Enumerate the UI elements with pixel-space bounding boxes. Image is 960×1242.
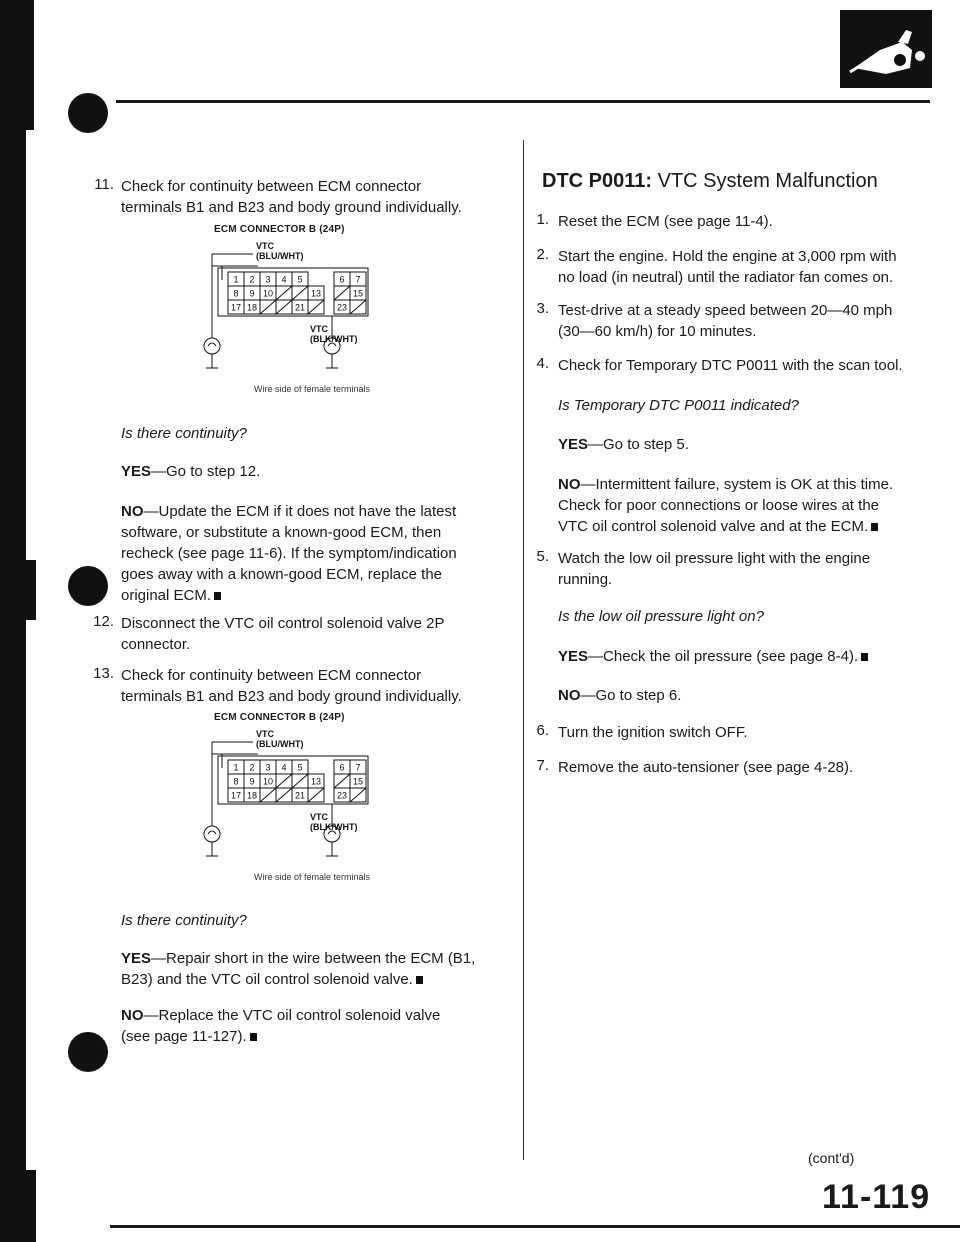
no-answer: NO—Intermittent failure, system is OK at this time. Check for poor connections or loose wires at the VTC oil control solenoid valve and at the ECM.: [558, 476, 894, 535]
pin-number: 3: [265, 762, 271, 773]
yes-label: YES: [121, 950, 152, 967]
dtc-code: DTC P0011:: [542, 170, 653, 192]
step-line: connector.: [121, 636, 191, 653]
answer-line: software, or substitute a known-good ECM, then: [121, 524, 442, 541]
binding-edge: [26, 0, 34, 130]
step-text: [558, 548, 870, 590]
step-line: terminals B1 and B23 and body ground individually.: [121, 199, 462, 216]
wire-label: (BLK/WHT): [310, 334, 358, 344]
pin-number: 3: [265, 274, 271, 285]
pin-number: 23: [336, 790, 348, 801]
step-number: 13.: [93, 665, 114, 682]
pin-number: 6: [339, 274, 345, 285]
step-line: (30—60 km/h) for 10 minutes.: [558, 323, 757, 340]
answer-text: Repair short in the wire between the ECM (B1,: [166, 950, 476, 967]
pin-number: 18: [246, 790, 258, 801]
page-number: 11-119: [822, 1178, 931, 1216]
step-line: running.: [558, 571, 613, 588]
oil-can-icon: [840, 10, 932, 88]
pin-number: 17: [230, 302, 242, 313]
pin-number: 8: [233, 288, 239, 299]
pin-number: 5: [297, 762, 303, 773]
pin-number: 6: [339, 762, 345, 773]
step-line: no load (in neutral) until the radiator fan comes on.: [558, 269, 894, 286]
punch-hole: [68, 566, 108, 606]
binding-edge: [26, 1170, 36, 1242]
diagram-title: ECM CONNECTOR B (24P): [214, 712, 345, 723]
answer-line: B23) and the VTC oil control solenoid valve.: [121, 971, 413, 988]
empty-pin-slash: [276, 788, 292, 802]
answer-line: VTC oil control solenoid valve and at the ECM.: [558, 518, 869, 535]
dtc-title-text: VTC System Malfunction: [652, 170, 878, 192]
yes-answer: YES—Go to step 12.: [121, 463, 261, 480]
wire-label: VTC: [310, 324, 328, 334]
end-marker: [871, 523, 878, 531]
question: Is Temporary DTC P0011 indicated?: [558, 397, 799, 414]
step-line: Check for continuity between ECM connector: [121, 667, 422, 684]
answer-text: Go to step 12.: [166, 463, 261, 480]
pin-number: 2: [249, 274, 255, 285]
diagram-caption: Wire side of female terminals: [254, 384, 371, 394]
pin-number: 9: [249, 776, 255, 787]
answer-text: Update the ECM if it does not have the latest: [158, 503, 457, 520]
yes-label: YES: [558, 436, 589, 453]
empty-pin-slash: [260, 788, 276, 802]
page-title: [542, 170, 878, 193]
pin-number: 1: [233, 274, 239, 285]
no-answer: NO—Replace the VTC oil control solenoid valve (see page 11-127).: [121, 1007, 441, 1045]
binding-edge: [26, 560, 36, 620]
pin-number: 8: [233, 776, 239, 787]
empty-pin-slash: [350, 300, 366, 314]
pin-number: 23: [336, 302, 348, 313]
no-label: NO: [558, 687, 581, 704]
punch-hole: [68, 93, 108, 133]
step-line: Watch the low oil pressure light with the engine: [558, 550, 871, 567]
answer-line: Check for poor connections or loose wires at the: [558, 497, 879, 514]
step-text: [121, 613, 445, 655]
pin-number: 13: [310, 288, 322, 299]
empty-pin-slash: [334, 774, 350, 788]
step-text: Turn the ignition switch OFF.: [558, 724, 748, 741]
pin-number: 4: [281, 762, 287, 773]
binding-edge: [0, 0, 26, 1242]
question: Is there continuity?: [121, 425, 247, 442]
step-line: Start the engine. Hold the engine at 3,000 rpm with: [558, 248, 897, 265]
step-text: Check for Temporary DTC P0011 with the scan tool.: [558, 357, 903, 374]
pin-number: 18: [246, 302, 258, 313]
step-line: Disconnect the VTC oil control solenoid valve 2P: [121, 615, 445, 632]
empty-pin-slash: [292, 286, 308, 300]
step-number: 1.: [536, 211, 549, 228]
step-number: 3.: [536, 300, 549, 317]
pin-grid: [228, 272, 366, 314]
step-number: 12.: [93, 613, 114, 630]
connector-drawing: [198, 726, 378, 876]
pin-number: 15: [352, 288, 364, 299]
no-answer: NO—Go to step 6.: [558, 687, 682, 704]
answer-text: Intermittent failure, system is OK at this time.: [595, 476, 894, 493]
pin-number: 21: [294, 302, 306, 313]
end-marker: [250, 1033, 257, 1041]
pin-number: 7: [355, 274, 361, 285]
pin-number: 10: [262, 776, 274, 787]
footer-rule: [110, 1225, 960, 1228]
step-text: [121, 665, 462, 707]
ecm-connector-diagram: [198, 726, 378, 876]
wire-label: VTC: [256, 729, 274, 739]
punch-hole: [68, 1032, 108, 1072]
yes-label: YES: [558, 648, 589, 665]
empty-pin-slash: [350, 788, 366, 802]
empty-pin-slash: [334, 286, 350, 300]
step-text: [558, 300, 892, 342]
answer-text: Go to step 5.: [603, 436, 689, 453]
pin-grid: [228, 760, 366, 802]
yes-answer: YES—Check the oil pressure (see page 8-4).: [558, 646, 868, 667]
answer-line: goes away with a known-good ECM, replace the: [121, 566, 443, 583]
wire-label: (BLK/WHT): [310, 822, 358, 832]
step-number: 11.: [94, 176, 114, 193]
pin-number: 15: [352, 776, 364, 787]
question: Is the low oil pressure light on?: [558, 608, 764, 625]
yes-label: YES: [121, 463, 152, 480]
step-line: Check for continuity between ECM connector: [121, 178, 422, 195]
yes-answer: YES—Repair short in the wire between the ECM (B1, B23) and the VTC oil control solenoid valve.: [121, 950, 476, 988]
end-marker: [861, 653, 868, 661]
column-divider: [523, 140, 524, 1160]
wire-label: VTC: [310, 812, 328, 822]
empty-pin-slash: [276, 286, 292, 300]
answer-line: (see page 11-127).: [121, 1028, 247, 1045]
question: Is there continuity?: [121, 912, 247, 929]
end-marker: [416, 976, 423, 984]
answer-text: Replace the VTC oil control solenoid valve: [158, 1007, 441, 1024]
step-number: 6.: [536, 722, 549, 739]
header-rule: [116, 100, 930, 103]
no-label: NO: [121, 503, 144, 520]
diagram-caption: Wire side of female terminals: [254, 872, 371, 882]
step-text: Remove the auto-tensioner (see page 4-28).: [558, 759, 854, 776]
yes-answer: YES—Go to step 5.: [558, 436, 689, 453]
answer-text: Check the oil pressure (see page 8-4).: [603, 648, 859, 665]
pin-number: 21: [294, 790, 306, 801]
connector-drawing: [198, 238, 378, 388]
wire-label: (BLU/WHT): [256, 739, 304, 749]
empty-pin-slash: [260, 300, 276, 314]
pin-number: 9: [249, 288, 255, 299]
ecm-connector-diagram: [198, 238, 378, 388]
step-text: [121, 176, 462, 218]
empty-pin-slash: [276, 774, 292, 788]
diagram-title: ECM CONNECTOR B (24P): [214, 224, 345, 235]
wire-label: (BLU/WHT): [256, 251, 304, 261]
step-number: 7.: [536, 757, 549, 774]
step-number: 4.: [536, 355, 549, 372]
pin-number: 2: [249, 762, 255, 773]
pin-number: 13: [310, 776, 322, 787]
answer-line: original ECM.: [121, 587, 212, 604]
step-line: Test-drive at a steady speed between 20—40 mph: [558, 302, 893, 319]
no-label: NO: [558, 476, 581, 493]
end-marker: [214, 592, 221, 600]
pin-number: 7: [355, 762, 361, 773]
step-text: [558, 246, 897, 288]
no-answer: NO—Update the ECM if it does not have the latest software, or substitute a known-good ECM, then recheck (see page 11-6). If the symptom/indication goes away with a known-good ECM, replace the original ECM.: [121, 503, 457, 604]
pin-number: 17: [230, 790, 242, 801]
pin-number: 10: [262, 288, 274, 299]
answer-line: recheck (see page 11-6). If the symptom/indication: [121, 545, 457, 562]
continued-label: (cont'd): [808, 1150, 855, 1166]
wire-label: VTC: [256, 241, 274, 251]
step-number: 2.: [536, 246, 549, 263]
no-label: NO: [121, 1007, 144, 1024]
pin-number: 5: [297, 274, 303, 285]
step-line: terminals B1 and B23 and body ground individually.: [121, 688, 462, 705]
pin-number: 4: [281, 274, 287, 285]
pin-number: 1: [233, 762, 239, 773]
answer-text: Go to step 6.: [595, 687, 682, 704]
step-number: 5.: [536, 548, 549, 565]
step-text: Reset the ECM (see page 11-4).: [558, 213, 773, 230]
empty-pin-slash: [308, 300, 324, 314]
empty-pin-slash: [292, 774, 308, 788]
empty-pin-slash: [308, 788, 324, 802]
empty-pin-slash: [276, 300, 292, 314]
